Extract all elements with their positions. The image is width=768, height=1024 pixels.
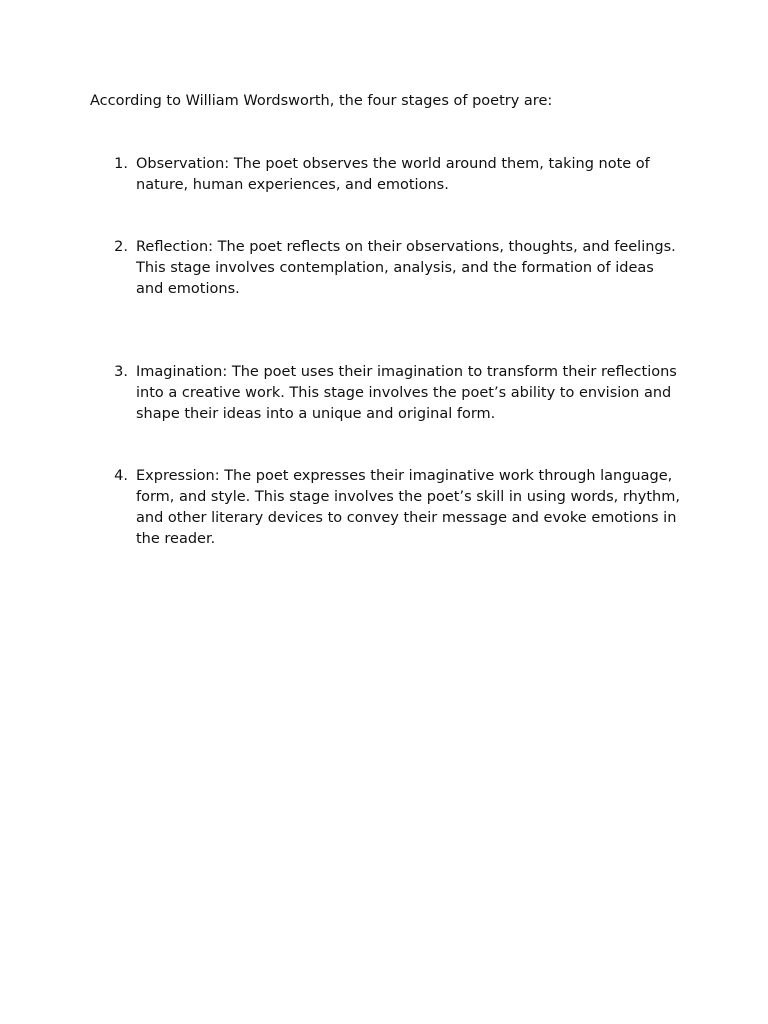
list-item-text: Expression: The poet expresses their imaginative work through language, form, and style. This stage involves the poet’s skill in using words, rhythm, and other literary devices to convey their message and evoke emotions in the reader. — [136, 468, 680, 547]
list-item-number: 4. — [114, 468, 128, 484]
list-item-text: Observation: The poet observes the world around them, taking note of nature, human experiences, and emotions. — [136, 156, 650, 193]
list-item-number: 2. — [114, 239, 128, 255]
list-item-text: Imagination: The poet uses their imagination to transform their reflections into a creative work. This stage involves the poet’s ability to envision and shape their ideas into a unique and original form. — [136, 364, 677, 422]
intro-paragraph: According to William Wordsworth, the four stages of poetry are: — [90, 93, 553, 109]
list-item-text: Reflection: The poet reflects on their observations, thoughts, and feelings. This stage involves contemplation, analysis, and the formation of ideas and emotions. — [136, 239, 676, 297]
list-item-number: 3. — [114, 364, 128, 380]
list-item-number: 1. — [114, 156, 128, 172]
